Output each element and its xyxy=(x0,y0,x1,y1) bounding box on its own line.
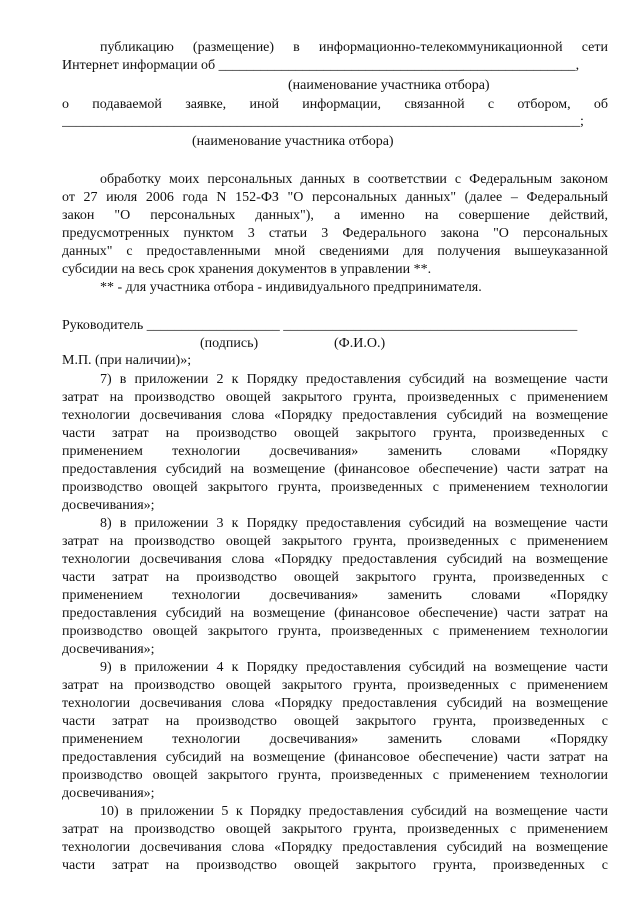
text-line: затрат на производство овощей закрытого грунта, произведенных с применением xyxy=(62,390,608,405)
text-line: применением технологии досвечивания» заменить словами «Порядку xyxy=(62,588,608,603)
text-line: о подаваемой заявке, иной информации, связанной с отбором, об xyxy=(62,97,608,112)
text-line: технологии досвечивания слова «Порядку предоставления субсидий на возмещение xyxy=(62,696,608,711)
text-line: части затрат на производство овощей закрытого грунта, произведенных с xyxy=(62,570,608,585)
text-line: затрат на производство овощей закрытого грунта, произведенных с применением xyxy=(62,534,608,549)
text-line: 9) в приложении 4 к Порядку предоставления субсидий на возмещение части xyxy=(100,660,608,675)
text-line: затрат на производство овощей закрытого грунта, произведенных с применением xyxy=(62,678,608,693)
text-line: технологии досвечивания слова «Порядку предоставления субсидий на возмещение xyxy=(62,840,608,855)
text-line: предусмотренных пунктом 3 статьи 3 Федерального закона "О персональных xyxy=(62,226,608,241)
text-line: публикацию (размещение) в информационно-телекоммуникационной сети xyxy=(100,40,608,55)
text-line: предоставления субсидий на возмещение (финансовое обеспечение) части затрат на xyxy=(62,462,608,477)
text-line: части затрат на производство овощей закрытого грунта, произведенных с xyxy=(62,714,608,729)
text-line: данных" с предоставленными мной сведениями для получения вышеуказанной xyxy=(62,244,608,259)
text-line: досвечивания»; xyxy=(62,786,155,801)
text-line: предоставления субсидий на возмещение (финансовое обеспечение) части затрат на xyxy=(62,750,608,765)
text-line: 8) в приложении 3 к Порядку предоставления субсидий на возмещение части xyxy=(100,516,608,531)
text-line: технологии досвечивания слова «Порядку предоставления субсидий на возмещение xyxy=(62,552,608,567)
text-line: производство овощей закрытого грунта, произведенных с применением технологии xyxy=(62,768,608,783)
text-line: затрат на производство овощей закрытого грунта, произведенных с применением xyxy=(62,822,608,837)
signature-line: Руководитель ___________________ __________________________________________ xyxy=(62,318,578,333)
text-line: субсидии на весь срок хранения документов в управлении **. xyxy=(62,262,432,277)
text-line: производство овощей закрытого грунта, произведенных с применением технологии xyxy=(62,624,608,639)
caption-line: (наименование участника отбора) xyxy=(192,134,394,149)
signature-caption: (подпись) xyxy=(200,336,259,351)
text-line: досвечивания»; xyxy=(62,642,155,657)
text-line: от 27 июля 2006 года N 152-ФЗ "О персональных данных" (далее – Федеральный xyxy=(62,190,608,205)
text-line: технологии досвечивания слова «Порядку предоставления субсидий на возмещение xyxy=(62,408,608,423)
text-line: производство овощей закрытого грунта, произведенных с применением технологии xyxy=(62,480,608,495)
text-line: 7) в приложении 2 к Порядку предоставления субсидий на возмещение части xyxy=(100,372,608,387)
text-line: обработку моих персональных данных в соответствии с Федеральным законом xyxy=(100,172,608,187)
caption-line: (наименование участника отбора) xyxy=(288,78,490,93)
name-caption: (Ф.И.О.) xyxy=(334,336,386,351)
text-line: предоставления субсидий на возмещение (финансовое обеспечение) части затрат на xyxy=(62,606,608,621)
text-line: закон "О персональных данных"), а именно на совершение действий, xyxy=(62,208,608,223)
footnote-line: ** - для участника отбора - индивидуального предпринимателя. xyxy=(100,280,482,295)
text-line: 10) в приложении 5 к Порядку предоставления субсидий на возмещение части xyxy=(100,804,608,819)
text-line: применением технологии досвечивания» заменить словами «Порядку xyxy=(62,444,608,459)
stamp-line: М.П. (при наличии)»; xyxy=(62,353,192,368)
text-line: применением технологии досвечивания» заменить словами «Порядку xyxy=(62,732,608,747)
text-line: Интернет информации об ___________________________________________________, xyxy=(62,58,580,73)
text-line: досвечивания»; xyxy=(62,498,155,513)
text-line: части затрат на производство овощей закрытого грунта, произведенных с xyxy=(62,426,608,441)
text-line: __________________________________________________________________________; xyxy=(62,114,584,129)
text-line: части затрат на производство овощей закрытого грунта, произведенных с xyxy=(62,858,608,873)
